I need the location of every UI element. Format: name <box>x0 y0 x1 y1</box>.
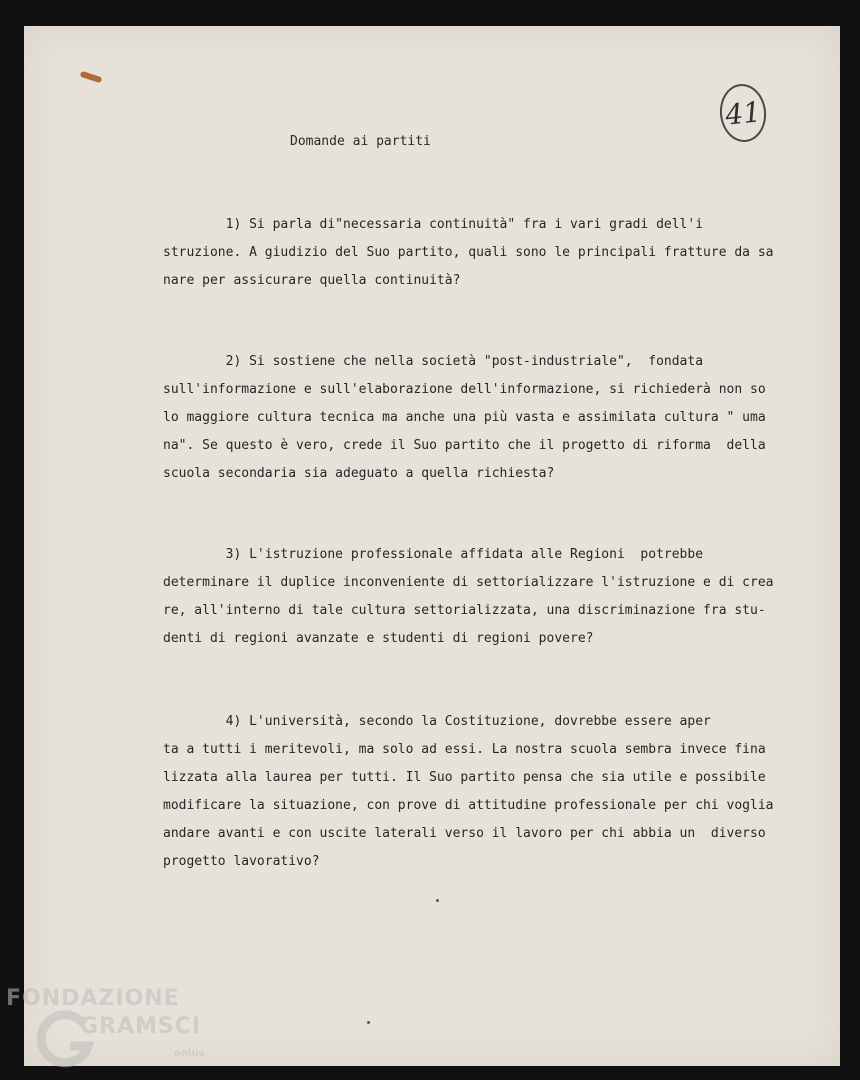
text-line: sull'informazione e sull'elaborazione dell'informazione, si richiederà non so <box>163 382 766 397</box>
text-line: determinare il duplice inconveniente di settorializzare l'istruzione e di crea <box>163 575 774 590</box>
fondazione-gramsci-watermark <box>6 986 216 1076</box>
text-line: na". Se questo è vero, crede il Suo partito che il progetto di riforma della <box>163 438 766 453</box>
text-line: lo maggiore cultura tecnica ma anche una più vasta e assimilata cultura " uma <box>163 410 766 425</box>
question-4 <box>163 708 783 876</box>
text-line: modificare la situazione, con prove di attitudine professionale per chi voglia <box>163 798 774 813</box>
text-line: 4) L'università, secondo la Costituzione, dovrebbe essere aper <box>163 714 711 729</box>
text-line: re, all'interno di tale cultura settorializzata, una discriminazione fra stu- <box>163 603 766 618</box>
watermark-line-2: GRAMSCI <box>80 1014 202 1039</box>
rust-stain <box>80 71 103 84</box>
question-1 <box>163 211 783 295</box>
text-line: nare per assicurare quella continuità? <box>163 273 461 288</box>
text-line: lizzata alla laurea per tutti. Il Suo partito pensa che sia utile e possibile <box>163 770 766 785</box>
text-line: 1) Si parla di"necessaria continuità" fra i vari gradi dell'i <box>163 217 704 232</box>
page-number: 41 <box>717 82 769 144</box>
document-title: Domande ai partiti <box>290 134 431 149</box>
document-page <box>24 26 840 1066</box>
text-line: ta a tutti i meritevoli, ma solo ad essi. La nostra scuola sembra invece fina <box>163 742 766 757</box>
ink-speck <box>367 1021 370 1024</box>
text-line: andare avanti e con uscite laterali verso il lavoro per chi abbia un diverso <box>163 826 766 841</box>
watermark-line-3: onlus <box>174 1048 205 1059</box>
text-line: progetto lavorativo? <box>163 854 320 869</box>
watermark-line-1: FONDAZIONE <box>6 986 180 1011</box>
question-2 <box>163 348 783 488</box>
text-line: scuola secondaria sia adeguato a quella richiesta? <box>163 466 555 481</box>
text-line: struzione. A giudizio del Suo partito, quali sono le principali fratture da sa <box>163 245 774 260</box>
text-line: denti di regioni avanzate e studenti di regioni povere? <box>163 631 594 646</box>
question-3 <box>163 541 783 653</box>
ink-speck <box>436 899 439 902</box>
text-line: 3) L'istruzione professionale affidata alle Regioni potrebbe <box>163 547 704 562</box>
text-line: 2) Si sostiene che nella società "post-industriale", fondata <box>163 354 704 369</box>
